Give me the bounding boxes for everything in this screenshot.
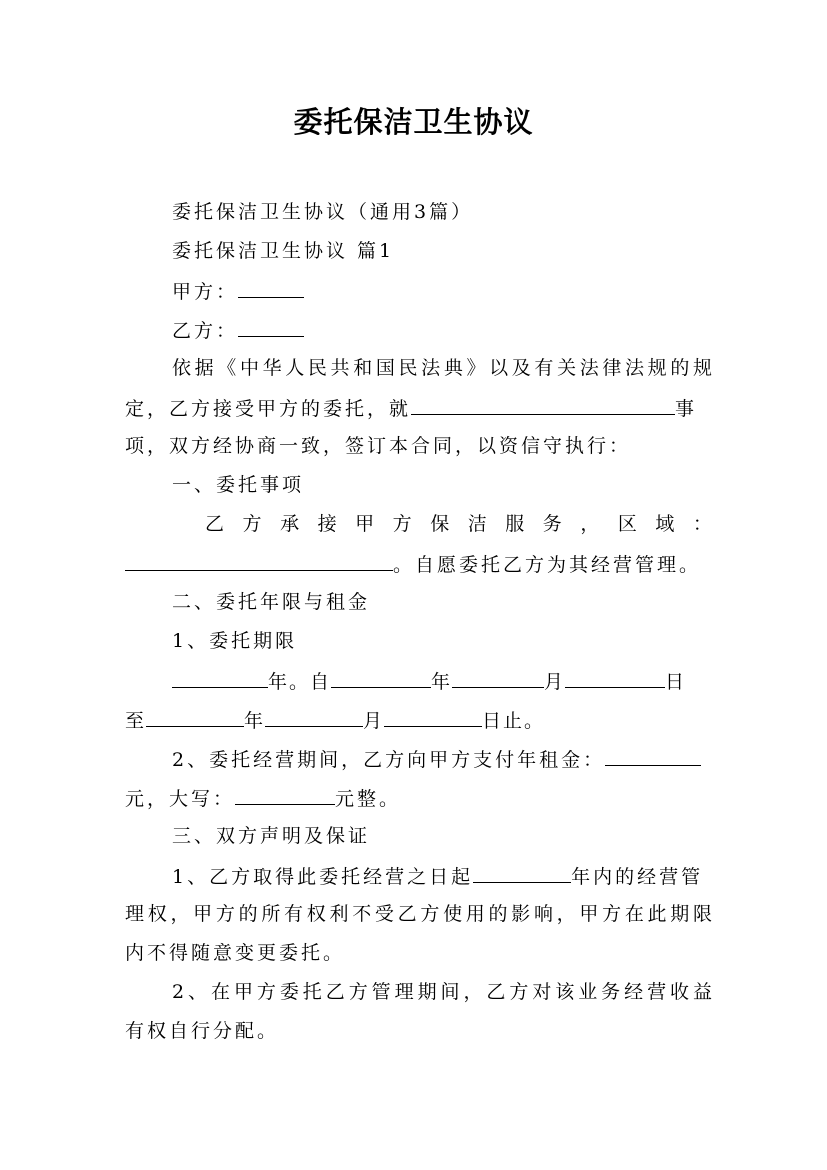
section-2-title: 二、委托年限与租金 [172, 591, 371, 613]
s1-char: 甲 [355, 513, 378, 535]
management-years-blank [473, 862, 571, 883]
start-year-blank [331, 667, 431, 688]
start-day-blank [565, 667, 665, 688]
document-title: 委托保洁卫生协议 [293, 105, 534, 139]
party-a-line [172, 277, 715, 305]
intro-line-2 [125, 394, 715, 422]
start-month-blank [452, 667, 544, 688]
section-1-text-line-2 [125, 550, 715, 578]
doc-subtitle: 委托保洁卫生协议（通用3篇） [172, 201, 474, 223]
term-text: 至 [125, 710, 147, 732]
s1-char: 区 [617, 513, 640, 535]
section-1-text-line-1 [205, 511, 715, 537]
s3-2-line-2: 有权自行分配。 [125, 1020, 280, 1042]
s1-char: 方 [392, 513, 415, 535]
term-text: 日止。 [482, 710, 546, 732]
section-1-text-end: 。自愿委托乙方为其经营管理。 [393, 554, 702, 576]
party-b-line [172, 316, 715, 344]
s1-char: 务 [542, 513, 565, 535]
intro-line-2-end: 事 [675, 398, 698, 420]
s3-1-line-1 [172, 862, 715, 890]
intro-line-3: 项，双方经协商一致，签订本合同，以资信守执行： [125, 435, 632, 457]
party-a-blank [238, 277, 304, 298]
party-a-label: 甲方： [172, 281, 239, 303]
s1-char: 服 [505, 513, 528, 535]
term-text: 年 [244, 710, 266, 732]
rent-text: 2、委托经营期间，乙方向甲方支付年租金： [172, 749, 606, 771]
s1-char: 洁 [467, 513, 490, 535]
term-line-2 [125, 706, 715, 734]
s3-1-line-2: 理权，甲方的所有权利不受乙方使用的影响，甲方在此期限 [125, 903, 715, 925]
term-text: 月 [363, 710, 385, 732]
matter-blank [411, 394, 675, 415]
rent-line-2 [125, 784, 715, 812]
term-text: 日 [665, 671, 687, 693]
s1-char: ： [692, 513, 715, 535]
rent-text: 元整。 [335, 788, 402, 810]
end-day-blank [384, 706, 482, 727]
s1-char: 保 [430, 513, 453, 535]
s1-char: 接 [317, 513, 340, 535]
end-month-blank [265, 706, 363, 727]
s1-char: 方 [242, 513, 265, 535]
rent-words-blank [235, 784, 335, 805]
s3-text: 1、乙方取得此委托经营之日起 [172, 866, 474, 888]
years-blank [172, 667, 268, 688]
s1-char: 域 [655, 513, 678, 535]
term-line-1 [172, 667, 715, 695]
term-text: 年。自 [268, 671, 332, 693]
section-3-title: 三、双方声明及保证 [172, 825, 371, 847]
section-2-1-title: 1、委托期限 [172, 630, 298, 652]
s1-char: 乙 [205, 513, 228, 535]
term-text: 年 [431, 671, 453, 693]
party-b-blank [238, 316, 304, 337]
s3-text: 年内的经营管 [571, 866, 704, 888]
rent-line-1 [172, 745, 715, 773]
area-blank [125, 550, 393, 571]
s3-2-line-1: 2、在甲方委托乙方管理期间，乙方对该业务经营收益 [172, 981, 715, 1003]
doc-part-heading: 委托保洁卫生协议 篇1 [172, 240, 395, 262]
intro-line-1: 依据《中华人民共和国民法典》以及有关法律法规的规 [172, 357, 715, 379]
s1-char: 承 [280, 513, 303, 535]
section-1-title: 一、委托事项 [172, 474, 305, 496]
party-b-label: 乙方： [172, 320, 239, 342]
rent-text: 元，大写： [125, 788, 236, 810]
intro-line-2-text: 定，乙方接受甲方的委托，就 [125, 398, 412, 420]
s3-1-line-3: 内不得随意变更委托。 [125, 942, 346, 964]
rent-amount-blank [605, 745, 701, 766]
end-year-blank [146, 706, 244, 727]
term-text: 月 [544, 671, 566, 693]
s1-char: ， [580, 513, 603, 535]
